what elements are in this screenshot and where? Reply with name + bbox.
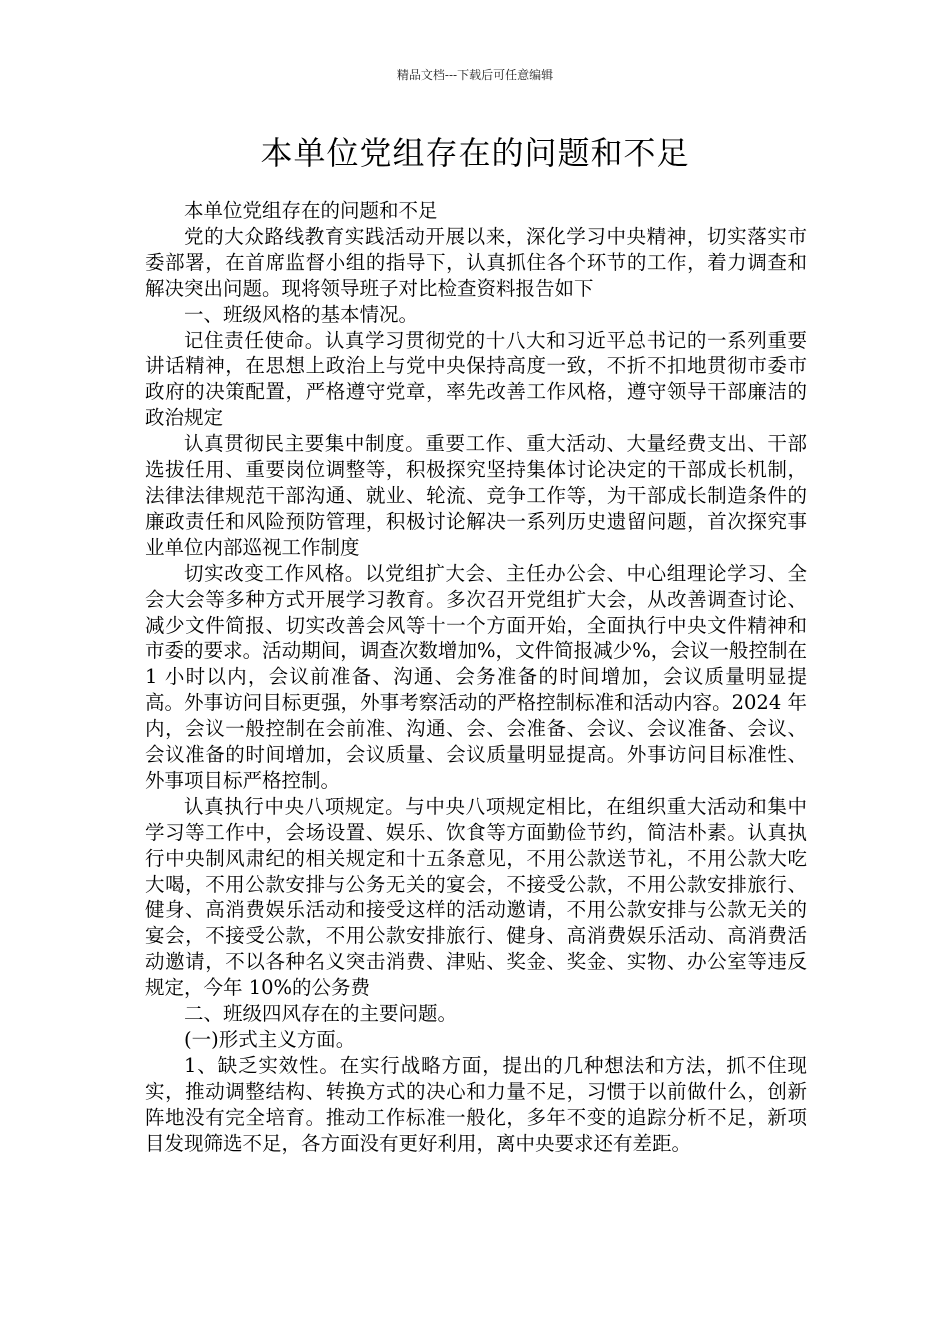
subsection-heading: (一)形式主义方面。 [184, 1028, 356, 1051]
paragraph: 本单位党组存在的问题和不足 [184, 199, 438, 222]
section-heading: 二、班级四风存在的主要问题。 [184, 1002, 458, 1026]
paragraph: 党的大众路线教育实践活动开展以来，深化学习中央精神，切实落实市委部署，在首席监督小组的指导下，认真抓住各个环节的工作，着力调查和解决突出问题。现将领导班子对比检查资料报告如下 [145, 224, 807, 300]
paragraph: 记住责任使命。认真学习贯彻党的十八大和习近平总书记的一系列重要讲话精神，在思想上政治上与党中央保持高度一致，不折不扣地贯彻市委市政府的决策配置，严格遵守党章，率先改善工作风格，遵守领导干部廉洁的政治规定 [145, 328, 807, 430]
paragraph: 认真执行中央八项规定。与中央八项规定相比，在组织重大活动和集中学习等工作中，会场设置、娱乐、饮食等方面勤俭节约，简洁朴素。认真执行中央制风肃纪的相关规定和十五条意见，不用公款送节礼，不用公款大吃大喝，不用公款安排与公务无关的宴会，不接受公款，不用公款安排旅行、健身、高消费娱乐活动和接受这样的活动邀请，不用公款安排与公款无关的宴会，不接受公款，不用公款安排旅行、健身、高消费娱乐活动、高消费活动邀请，不以各种名义突击消费、津贴、奖金、奖金、实物、办公室等违反规定，今年 10%的公务费 [145, 794, 807, 1000]
document-title: 本单位党组存在的问题和不足 [260, 134, 690, 172]
paragraph: 认真贯彻民主要集中制度。重要工作、重大活动、大量经费支出、干部选拔任用、重要岗位调整等，积极探究坚持集体讨论决定的干部成长机制，法律法律规范干部沟通、就业、轮流、竞争工作等，为干部成长制造条件的廉政责任和风险预防管理，积极讨论解决一系列历史遗留问题，首次探究事业单位内部巡视工作制度 [145, 432, 807, 559]
page-header: 精品文档---下载后可任意编辑 [396, 68, 554, 82]
section-heading: 一、班级风格的基本情况。 [184, 302, 419, 326]
document-body [145, 198, 807, 1157]
paragraph: 1、缺乏实效性。在实行战略方面，提出的几种想法和方法，抓不住现实，推动调整结构、转换方式的决心和力量不足，习惯于以前做什么，创新阵地没有完全培育。推动工作标准一般化，多年不变的追踪分析不足，新项目发现筛选不足，各方面没有更好利用，离中央要求还有差距。 [145, 1053, 807, 1155]
paragraph: 切实改变工作风格。以党组扩大会、主任办公会、中心组理论学习、全会大会等多种方式开展学习教育。多次召开党组扩大会，从改善调查讨论、减少文件简报、切实改善会风等十一个方面开始，全面执行中央文件精神和市委的要求。活动期间，调查次数增加%，文件简报减少%，会议一般控制在 1 小时以内，会议前准备、沟通、会务准备的时间增加，会议质量明显提高。外事访问目标更强，外事考察活动的严格控制标准和活动内容。2024 年内，会议一般控制在会前准、沟通、会、会准备、会议、会议准备、会议、会议准备的时间增加，会议质量、会议质量明显提高。外事访问目标准性、外事项目标严格控制。 [145, 561, 807, 792]
